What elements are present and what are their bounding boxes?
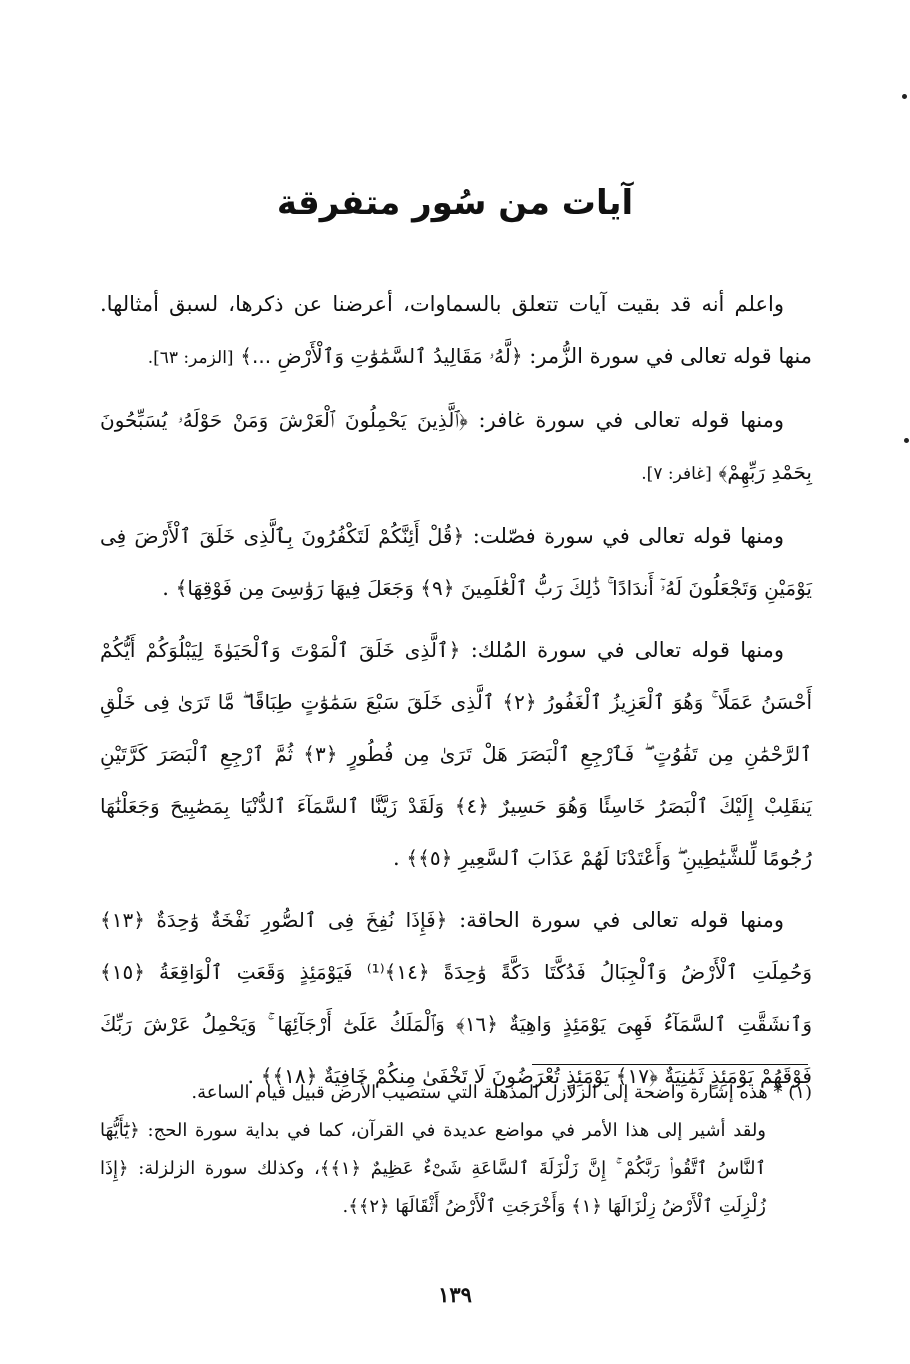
footnote-1-line-2: ولقد أشير إلى هذا الأمر في مواضع عديدة في القرآن، كما في بداية سورة الحج: ﴿يَٰٓأَيُّهَا ٱلنَّاسُ ٱتَّقُوا۟ رَبَّكُمْ ۚ إِنَّ زَلْزَلَةَ ٱلسَّاعَةِ شَىْءٌ عَظِيمٌ ﴿١﴾﴾، وكذلك سورة الزلزلة: ﴿إِذَا زُلْزِلَتِ ٱلْأَرْضُ زِلْزَالَهَا ﴿١﴾ وَأَخْرَجَتِ ٱلْأَرْضُ أَثْقَالَهَا ﴿٢﴾﴾. (100, 1120, 766, 1217)
paragraph-text: ومنها قوله تعالى في سورة الحاقة: (459, 908, 784, 932)
paragraph-3 (100, 510, 812, 614)
quran-verse: ﴿فَإِذَا نُفِخَ فِى ٱلصُّورِ نَفْخَةٌ وَٰحِدَةٌ ﴿١٣﴾ وَحُمِلَتِ ٱلْأَرْضُ وَٱلْجِبَالُ فَدُكَّتَا دَكَّةً وَٰحِدَةً ﴿١٤﴾⁽¹⁾ فَيَوْمَئِذٍ وَقَعَتِ ٱلْوَاقِعَةُ ﴿١٥﴾ وَٱنشَقَّتِ ٱلسَّمَآءُ فَهِىَ يَوْمَئِذٍ وَاهِيَةٌ ﴿١٦﴾ وَٱلْمَلَكُ عَلَىٰٓ أَرْجَآئِهَا ۚ وَيَحْمِلُ عَرْشَ رَبِّكَ فَوْقَهُمْ يَوْمَئِذٍ ثَمَٰنِيَةٌ ﴿١٧﴾ يَوْمَئِذٍ تُعْرَضُونَ لَا تَخْفَىٰ مِنكُمْ خَافِيَةٌ ﴿١٨﴾﴾ (100, 908, 812, 1088)
quran-verse: ﴿ٱلَّذِى خَلَقَ ٱلْمَوْتَ وَٱلْحَيَوٰةَ لِيَبْلُوَكُمْ أَيُّكُمْ أَحْسَنُ عَمَلًا ۚ وَهُوَ ٱلْعَزِيزُ ٱلْغَفُورُ ﴿٢﴾ ٱلَّذِى خَلَقَ سَبْعَ سَمَٰوَٰتٍ طِبَاقًا ۖ مَّا تَرَىٰ فِى خَلْقِ ٱلرَّحْمَٰنِ مِن تَفَٰوُتٍ ۖ فَٱرْجِعِ ٱلْبَصَرَ هَلْ تَرَىٰ مِن فُطُورٍ ﴿٣﴾ ثُمَّ ٱرْجِعِ ٱلْبَصَرَ كَرَّتَيْنِ يَنقَلِبْ إِلَيْكَ ٱلْبَصَرُ خَاسِئًا وَهُوَ حَسِيرٌ ﴿٤﴾ وَلَقَدْ زَيَّنَّا ٱلسَّمَآءَ ٱلدُّنْيَا بِمَصَٰبِيحَ وَجَعَلْنَٰهَا رُجُومًا لِّلشَّيَٰطِينِ ۖ وَأَعْتَدْنَا لَهُمْ عَذَابَ ٱلسَّعِيرِ ﴿٥﴾﴾ (100, 638, 813, 870)
footnote-separator (532, 1064, 808, 1065)
quran-verse: ﴿قُلْ أَئِنَّكُمْ لَتَكْفُرُونَ بِٱلَّذِى خَلَقَ ٱلْأَرْضَ فِى يَوْمَيْنِ وَتَجْعَلُونَ لَهُۥٓ أَندَادًا ۚ ذَٰلِكَ رَبُّ ٱلْعَٰلَمِينَ ﴿٩﴾ وَجَعَلَ فِيهَا رَوَٰسِىَ مِن فَوْقِهَا﴾ (100, 524, 812, 600)
quran-verse: ﴿ٱلَّذِينَ يَحْمِلُونَ ٱلْعَرْشَ وَمَنْ حَوْلَهُۥ يُسَبِّحُونَ بِحَمْدِ رَبِّهِمْ﴾ (100, 408, 812, 484)
quran-verse: ﴿لَّهُۥ مَقَالِيدُ ٱلسَّمَٰوَٰتِ وَٱلْأَرْضِ ...﴾ (240, 344, 523, 368)
paragraph-5 (100, 894, 812, 1102)
scan-edge-mark (904, 438, 909, 443)
scan-edge-mark (902, 94, 907, 99)
footnote-1-line-1 (100, 1074, 812, 1112)
page-title: آيات من سُور متفرقة (276, 183, 634, 223)
paragraph-text: ومنها قوله تعالى في سورة فصّلت: (472, 524, 784, 548)
paragraph-2 (100, 394, 812, 500)
paragraph-1 (100, 278, 812, 384)
verse-reference: [غافر: ٧]. (641, 464, 712, 484)
footnotes (100, 1074, 812, 1226)
footnote-text: * هذه إشارة واضحة إلى الزلازل المذهلة التي ستصيب الأرض قبيل قيام الساعة. (191, 1082, 783, 1103)
paragraph-end: . (162, 576, 169, 600)
page-number: ١٣٩ (438, 1282, 472, 1307)
paragraph-end: . (393, 846, 400, 870)
verse-reference: [الزمر: ٦٣]. (147, 348, 234, 368)
paragraph-text: ومنها قوله تعالى في سورة غافر: (478, 408, 784, 432)
paragraph-text: ومنها قوله تعالى في سورة المُلك: (470, 638, 785, 662)
paragraph-end: . (247, 1064, 255, 1088)
paragraph-text: واعلم أنه قد بقيت آيات تتعلق بالسماوات، أعرضنا عن ذكرها، لسبق أمثالها. منها قوله تعالى في سورة الزُّمر: (100, 292, 812, 368)
main-text (100, 278, 812, 1112)
paragraph-4 (100, 624, 812, 884)
footnote-marker: (١) (788, 1082, 812, 1103)
